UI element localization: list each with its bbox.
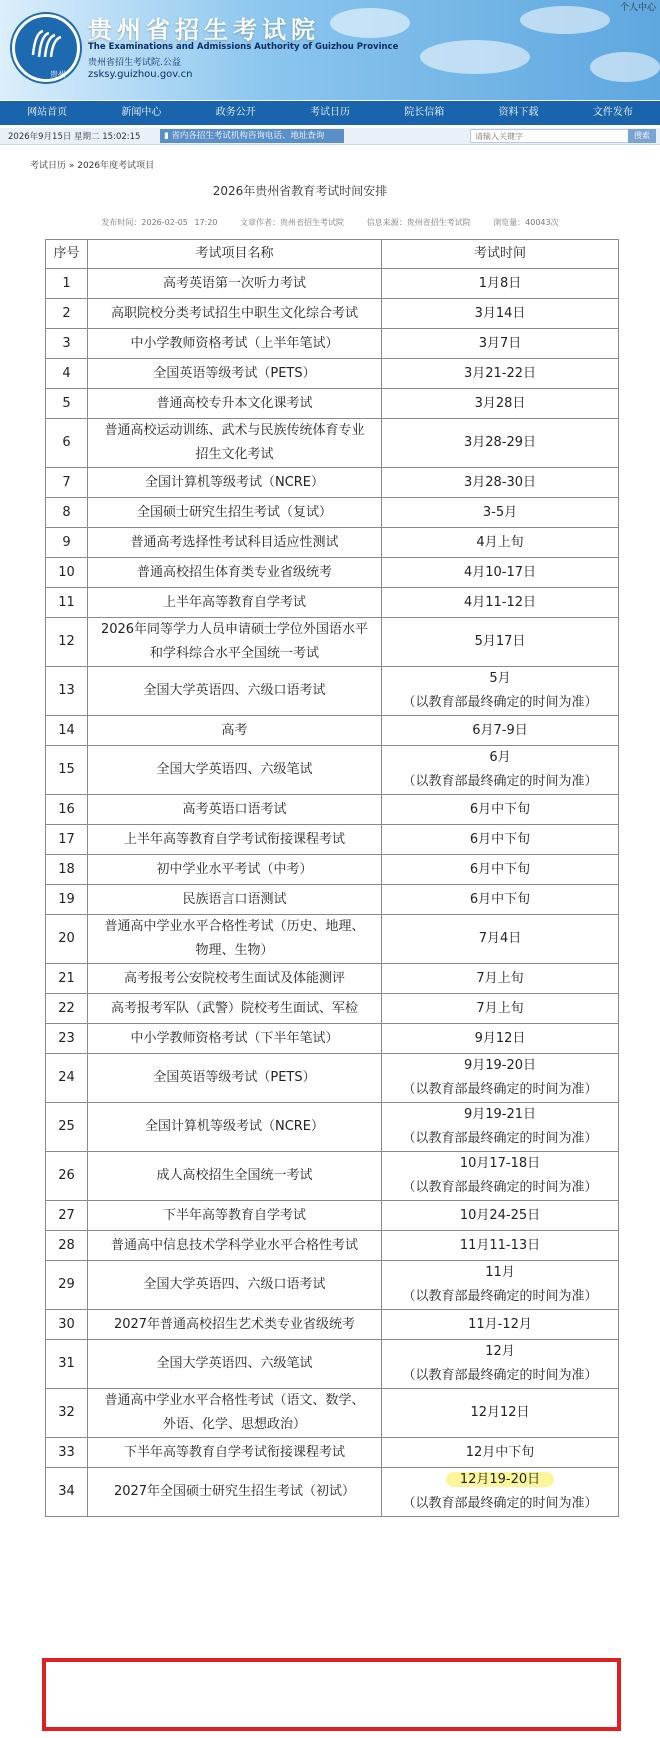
header-cloud [590, 52, 660, 82]
exam-time-cell [382, 618, 619, 667]
table-header-row [46, 240, 619, 269]
notice-icon: ▮ [164, 131, 169, 141]
exam-name-line: 中小学教师资格考试（上半年笔试） [130, 335, 339, 351]
exam-time-cell [382, 716, 619, 746]
exam-name-cell [88, 855, 382, 885]
exam-name-line: 全国硕士研究生招生考试（复试） [136, 504, 332, 520]
exam-time-cell [382, 964, 619, 994]
table-row [46, 269, 619, 299]
exam-name-cell [88, 964, 382, 994]
search-button[interactable]: 搜索 [628, 129, 656, 143]
table-body [46, 269, 619, 1517]
breadcrumb[interactable]: 考试日历 » 2026年度考试项目 [30, 161, 155, 171]
exam-time-line: 3月28-30日 [463, 474, 537, 490]
search-input[interactable] [470, 129, 630, 143]
exam-name-line: 普通高考选择性考试科目适应性测试 [130, 534, 339, 550]
nav-item-documents[interactable]: 文件发布 [592, 107, 633, 118]
current-date: 2026年9月15日 星期二 15:02:15 [8, 132, 141, 142]
header-cloud [520, 6, 610, 34]
exam-name-line: 普通高中信息技术学科学业水平合格性考试 [110, 1237, 358, 1253]
exam-time-line: （以教育部最终确定的时间为准） [402, 1131, 598, 1146]
row-number: 3 [46, 329, 88, 359]
exam-name-line: 高职院校分类考试招生中职生文化综合考试 [110, 305, 358, 321]
exam-name-cell [88, 1340, 382, 1389]
row-number: 13 [46, 667, 88, 716]
exam-time-line: 7月上旬 [476, 1000, 524, 1016]
exam-name-line: 普通高中学业水平合格性考试（历史、地理、 [104, 919, 365, 934]
exam-time-line: 3-5月 [482, 504, 518, 520]
exam-time-cell [382, 1261, 619, 1310]
row-number: 29 [46, 1261, 88, 1310]
table-row [46, 1468, 619, 1517]
header-cloud [330, 8, 410, 38]
exam-name-cell [88, 419, 382, 468]
publish-time: 发布时间：2026-02-05 17:20 [101, 218, 218, 227]
exam-name-line: 普通高校专升本文化课考试 [156, 395, 313, 411]
exam-name-cell [88, 746, 382, 795]
exam-time-cell [382, 1310, 619, 1340]
row-number: 12 [46, 618, 88, 667]
exam-time-cell [382, 468, 619, 498]
table-row [46, 667, 619, 716]
exam-name-cell [88, 1468, 382, 1517]
table-row [46, 1310, 619, 1340]
row-number: 34 [46, 1468, 88, 1517]
exam-name-cell [88, 716, 382, 746]
table-row [46, 299, 619, 329]
exam-time-line [388, 1468, 612, 1492]
article-source: 信息来源：贵州省招生考试院 [366, 218, 471, 227]
table-row [46, 329, 619, 359]
exam-name-cell [88, 618, 382, 667]
article-author: 文章作者：贵州省招生考试院 [240, 218, 345, 227]
exam-name-line: 全国大学英语四、六级笔试 [156, 762, 313, 777]
row-number: 32 [46, 1389, 88, 1438]
table-row [46, 994, 619, 1024]
row-number: 26 [46, 1152, 88, 1201]
exam-name-line: 外语、化学、思想政治） [162, 1417, 306, 1432]
exam-name-cell [88, 1261, 382, 1310]
exam-time-line: 11月 [485, 1265, 515, 1280]
row-number: 9 [46, 528, 88, 558]
nav-item-director-mailbox[interactable]: 院长信箱 [404, 107, 445, 118]
exam-time-line: 6月中下旬 [469, 891, 531, 907]
view-count: 浏览量：40043次 [493, 218, 559, 227]
table-row [46, 795, 619, 825]
nav-item-exam-calendar[interactable]: 考试日历 [309, 107, 350, 118]
exam-time-line: 7月上旬 [476, 970, 524, 986]
exam-name-line: 上半年高等教育自学考试衔接课程考试 [123, 831, 345, 847]
exam-time-cell [382, 498, 619, 528]
exam-name-line: 全国英语等级考试（PETS） [153, 365, 316, 381]
exam-time-cell [382, 1438, 619, 1468]
exam-name-cell [88, 994, 382, 1024]
exam-name-line: 物理、生物） [195, 943, 274, 958]
row-number: 22 [46, 994, 88, 1024]
exam-name-line: 中小学教师资格考试（下半年笔试） [130, 1030, 339, 1046]
row-number: 14 [46, 716, 88, 746]
row-number: 7 [46, 468, 88, 498]
exam-time-line: 12月12日 [470, 1405, 530, 1420]
table-row [46, 964, 619, 994]
exam-time-line: 3月28-29日 [463, 435, 537, 450]
exam-name-cell [88, 1231, 382, 1261]
exam-schedule-table [45, 239, 619, 1517]
exam-time-line: 5月17日 [474, 634, 526, 649]
exam-time-line: 6月7-9日 [472, 722, 528, 738]
nav-item-news[interactable]: 新闻中心 [121, 107, 162, 118]
exam-name-cell [88, 667, 382, 716]
exam-time-cell [382, 855, 619, 885]
exam-time-line: （以教育部最终确定的时间为准） [402, 695, 598, 710]
exam-name-line: 普通高校招生体育类专业省级统考 [136, 564, 332, 580]
exam-time-cell [382, 795, 619, 825]
row-number: 21 [46, 964, 88, 994]
notice-text: 省内各招生考试机构咨询电话、地址查询 [171, 131, 325, 141]
exam-time-line: 3月7日 [478, 335, 522, 351]
exam-name-line: 下半年高等教育自学考试 [162, 1207, 306, 1223]
exam-name-cell [88, 825, 382, 855]
table-row [46, 618, 619, 667]
column-header-time: 考试时间 [382, 240, 619, 269]
row-number: 1 [46, 269, 88, 299]
exam-time-cell [382, 528, 619, 558]
exam-time-line: 10月24-25日 [459, 1207, 541, 1223]
exam-time-cell [382, 915, 619, 964]
row-number: 15 [46, 746, 88, 795]
logo-text: 贵州 [50, 70, 66, 79]
exam-time-cell [382, 994, 619, 1024]
row-number: 27 [46, 1201, 88, 1231]
table-row [46, 468, 619, 498]
nav-item-gov-affairs[interactable]: 政务公开 [215, 107, 256, 118]
exam-time-cell [382, 1231, 619, 1261]
exam-time-line: 12月 [485, 1344, 515, 1359]
site-subtitle-cn: 贵州省招生考试院.公益 [88, 58, 181, 68]
main-nav [0, 101, 660, 125]
row-number: 8 [46, 498, 88, 528]
table-row [46, 558, 619, 588]
exam-time-line: 11月-12月 [468, 1316, 532, 1332]
exam-time-cell [382, 825, 619, 855]
exam-time-cell [382, 1468, 619, 1517]
exam-name-cell [88, 1103, 382, 1152]
exam-time-line: 4月上旬 [476, 534, 524, 550]
exam-name-cell [88, 1024, 382, 1054]
column-header-no: 序号 [46, 240, 88, 269]
exam-time-cell [382, 667, 619, 716]
table-row [46, 1340, 619, 1389]
exam-name-line: 高考英语第一次听力考试 [162, 275, 306, 291]
notice-ticker[interactable] [160, 129, 344, 143]
exam-time-cell [382, 1152, 619, 1201]
exam-time-line: 4月10-17日 [463, 564, 537, 580]
exam-name-cell [88, 528, 382, 558]
header-cloud [420, 40, 530, 74]
exam-name-line: 和学科综合水平全国统一考试 [149, 646, 319, 661]
exam-time-cell [382, 1389, 619, 1438]
table-row [46, 1389, 619, 1438]
row-number: 31 [46, 1340, 88, 1389]
exam-name-line: 高考报考军队（武警）院校考生面试、军检 [110, 1000, 358, 1016]
row-number: 23 [46, 1024, 88, 1054]
row-number: 33 [46, 1438, 88, 1468]
exam-name-cell [88, 795, 382, 825]
highlighted-date: 12月19-20日 [446, 1472, 554, 1487]
exam-name-line: 上半年高等教育自学考试 [162, 594, 306, 610]
exam-time-line: 6月中下旬 [469, 861, 531, 877]
row-number: 17 [46, 825, 88, 855]
table-row [46, 359, 619, 389]
exam-time-line: 7月4日 [478, 931, 522, 946]
exam-time-line: （以教育部最终确定的时间为准） [402, 1180, 598, 1195]
row-number: 24 [46, 1054, 88, 1103]
site-url: zsksy.guizhou.gov.cn [88, 69, 193, 80]
row-number: 10 [46, 558, 88, 588]
exam-time-line: 10月17-18日 [459, 1156, 541, 1171]
site-title[interactable]: 贵州省招生考试院 [88, 15, 320, 44]
exam-name-line: 全国英语等级考试（PETS） [153, 1070, 316, 1085]
exam-name-cell [88, 1389, 382, 1438]
exam-time-cell [382, 1024, 619, 1054]
exam-time-cell [382, 329, 619, 359]
exam-time-line: 6月 [489, 750, 511, 765]
table-row [46, 1152, 619, 1201]
row-number: 18 [46, 855, 88, 885]
exam-name-cell [88, 299, 382, 329]
exam-time-cell [382, 588, 619, 618]
row-number: 6 [46, 419, 88, 468]
column-header-name: 考试项目名称 [88, 240, 382, 269]
nav-item-home[interactable]: 网站首页 [27, 107, 68, 118]
exam-name-line: 成人高校招生全国统一考试 [156, 1168, 313, 1183]
exam-name-line: 2027年全国硕士研究生招生考试（初试） [113, 1484, 356, 1499]
exam-time-line: 9月19-21日 [463, 1107, 537, 1122]
row-number: 20 [46, 915, 88, 964]
exam-name-cell [88, 1310, 382, 1340]
row-number: 28 [46, 1231, 88, 1261]
exam-time-line: 3月14日 [474, 305, 526, 321]
site-header [0, 0, 660, 100]
exam-time-cell [382, 359, 619, 389]
exam-name-line: 2026年同等学力人员申请硕士学位外国语水平 [100, 622, 369, 637]
row-number: 16 [46, 795, 88, 825]
exam-name-cell [88, 1054, 382, 1103]
page-title: 2026年贵州省教育考试时间安排 [212, 184, 388, 198]
exam-time-line: （以教育部最终确定的时间为准） [402, 1289, 598, 1304]
exam-name-line: 高考 [221, 722, 248, 738]
exam-time-cell [382, 746, 619, 795]
exam-name-cell [88, 329, 382, 359]
exam-name-line: 高考报考公安院校考生面试及体能测评 [123, 970, 345, 986]
exam-name-line: 全国大学英语四、六级口语考试 [143, 1277, 326, 1292]
exam-time-cell [382, 885, 619, 915]
row-number: 11 [46, 588, 88, 618]
exam-time-line: （以教育部最终确定的时间为准） [402, 1368, 598, 1383]
table-row [46, 1054, 619, 1103]
exam-time-cell [382, 389, 619, 419]
annotation-highlight-box [42, 1658, 621, 1731]
exam-time-line: 3月21-22日 [463, 365, 537, 381]
exam-name-line: 初中学业水平考试（中考） [156, 861, 313, 877]
exam-name-cell [88, 359, 382, 389]
exam-name-line: 全国计算机等级考试（NCRE） [144, 474, 325, 490]
table-row [46, 419, 619, 468]
exam-time-cell [382, 299, 619, 329]
user-center-link[interactable]: 个人中心 [619, 3, 656, 13]
exam-name-cell [88, 1201, 382, 1231]
exam-time-line: 5月 [489, 671, 511, 686]
row-number: 4 [46, 359, 88, 389]
exam-time-line: 12月中下旬 [465, 1444, 535, 1460]
exam-name-cell [88, 468, 382, 498]
exam-time-cell [382, 1054, 619, 1103]
exam-time-line: 9月12日 [474, 1030, 526, 1046]
exam-name-line: 普通高校运动训练、武术与民族传统体育专业 [104, 423, 365, 438]
table-row [46, 716, 619, 746]
exam-name-line: 高考英语口语考试 [182, 801, 287, 817]
exam-time-line: 6月中下旬 [469, 801, 531, 817]
table-row [46, 915, 619, 964]
table-row [46, 1231, 619, 1261]
exam-time-line: （以教育部最终确定的时间为准） [402, 774, 598, 789]
nav-item-downloads[interactable]: 资料下载 [498, 107, 539, 118]
exam-name-line: 普通高中学业水平合格性考试（语文、数学、 [104, 1393, 365, 1408]
exam-name-line: 民族语言口语测试 [182, 891, 287, 907]
exam-time-cell [382, 269, 619, 299]
exam-name-cell [88, 269, 382, 299]
table-row [46, 885, 619, 915]
exam-name-line: 2027年普通高校招生艺术类专业省级统考 [113, 1316, 356, 1332]
table-row [46, 528, 619, 558]
row-number: 5 [46, 389, 88, 419]
exam-name-cell [88, 1438, 382, 1468]
exam-time-line: 6月中下旬 [469, 831, 531, 847]
exam-time-cell [382, 558, 619, 588]
site-logo[interactable] [12, 14, 80, 82]
exam-time-line: 4月11-12日 [463, 594, 537, 610]
exam-name-cell [88, 885, 382, 915]
table-row [46, 855, 619, 885]
table-row [46, 588, 619, 618]
table-row [46, 1201, 619, 1231]
exam-time-line: 9月19-20日 [463, 1058, 537, 1073]
table-row [46, 1103, 619, 1152]
exam-time-cell [382, 1201, 619, 1231]
table-row [46, 825, 619, 855]
table-row [46, 389, 619, 419]
row-number: 2 [46, 299, 88, 329]
exam-time-line: 1月8日 [478, 275, 522, 291]
table-row [46, 1261, 619, 1310]
exam-name-cell [88, 389, 382, 419]
row-number: 30 [46, 1310, 88, 1340]
exam-name-line: 下半年高等教育自学考试衔接课程考试 [123, 1444, 345, 1460]
exam-time-line: 3月28日 [474, 395, 526, 411]
exam-name-line: 全国计算机等级考试（NCRE） [144, 1119, 325, 1134]
article-meta [0, 217, 660, 228]
exam-name-line: 招生文化考试 [195, 447, 274, 462]
exam-time-line: 11月11-13日 [459, 1237, 541, 1253]
exam-time-cell [382, 1103, 619, 1152]
exam-name-cell [88, 915, 382, 964]
exam-name-cell [88, 558, 382, 588]
row-number: 25 [46, 1103, 88, 1152]
exam-time-line: （以教育部最终确定的时间为准） [402, 1496, 598, 1511]
table-row [46, 1024, 619, 1054]
table-row [46, 746, 619, 795]
exam-time-line: （以教育部最终确定的时间为准） [402, 1082, 598, 1097]
exam-time-cell [382, 1340, 619, 1389]
row-number: 19 [46, 885, 88, 915]
exam-name-cell [88, 1152, 382, 1201]
table-row [46, 1438, 619, 1468]
site-subtitle-en: The Examinations and Admissions Authority of Guizhou Province [88, 42, 399, 52]
table-row [46, 498, 619, 528]
exam-name-line: 全国大学英语四、六级口语考试 [143, 683, 326, 698]
exam-name-cell [88, 588, 382, 618]
exam-time-cell [382, 419, 619, 468]
exam-name-line: 全国大学英语四、六级笔试 [156, 1356, 313, 1371]
exam-name-cell [88, 498, 382, 528]
info-bar [0, 128, 660, 145]
